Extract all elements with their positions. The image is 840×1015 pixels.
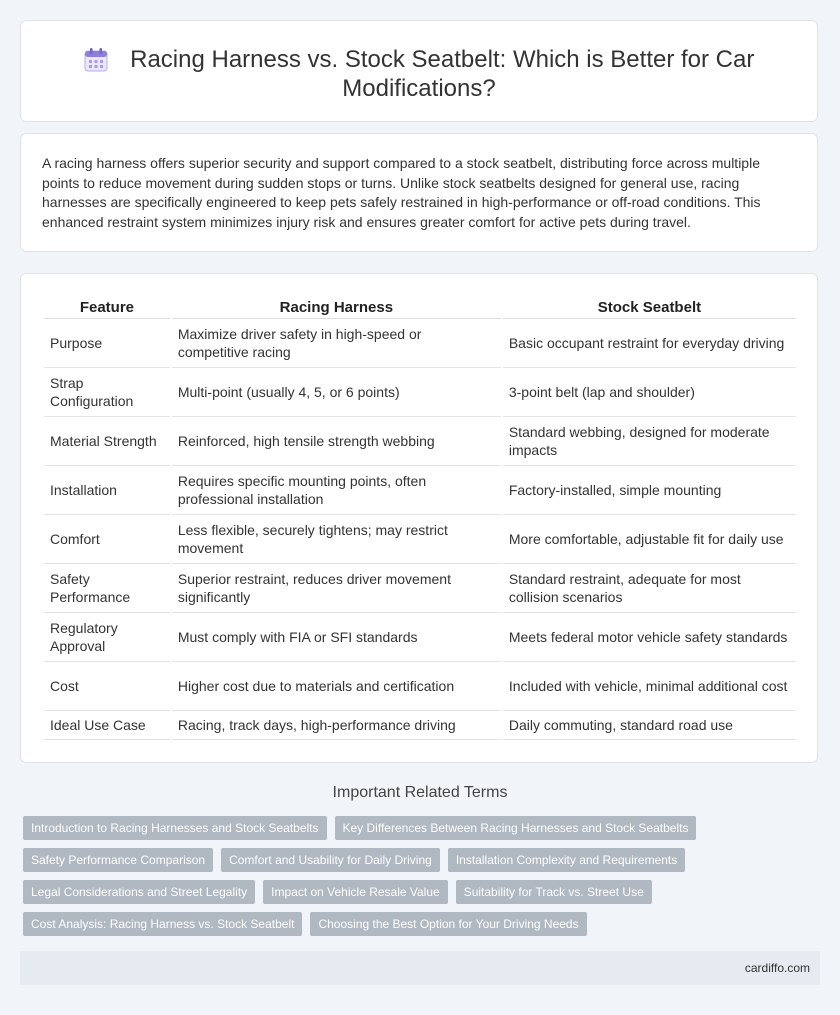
racing-harness-cell: Requires specific mounting points, often professional installation xyxy=(172,466,501,515)
related-terms-title: Important Related Terms xyxy=(332,784,508,801)
table-row xyxy=(44,662,796,711)
related-term-tag[interactable]: Installation Complexity and Requirements xyxy=(448,848,685,872)
racing-harness-cell: Higher cost due to materials and certification xyxy=(172,662,501,711)
table-header-row xyxy=(44,296,796,319)
footer xyxy=(20,951,820,985)
feature-cell: Regulatory Approval xyxy=(44,613,170,662)
feature-cell: Comfort xyxy=(44,515,170,564)
stock-seatbelt-cell: 3-point belt (lap and shoulder) xyxy=(503,368,796,417)
racing-harness-cell: Racing, track days, high-performance driving xyxy=(172,711,501,740)
related-term-tag[interactable]: Legal Considerations and Street Legality xyxy=(23,880,255,904)
title-wrap xyxy=(21,45,817,103)
stock-seatbelt-cell: Daily commuting, standard road use xyxy=(503,711,796,740)
comparison-table xyxy=(42,296,798,740)
feature-cell: Ideal Use Case xyxy=(44,711,170,740)
related-term-tag[interactable]: Key Differences Between Racing Harnesses and Stock Seatbelts xyxy=(335,816,697,840)
racing-harness-cell: Less flexible, securely tightens; may restrict movement xyxy=(172,515,501,564)
stock-seatbelt-cell: Standard restraint, adequate for most collision scenarios xyxy=(503,564,796,613)
intro-card xyxy=(20,133,818,252)
feature-cell: Strap Configuration xyxy=(44,368,170,417)
comparison-card xyxy=(20,273,818,763)
table-row xyxy=(44,319,796,368)
related-term-tag[interactable]: Choosing the Best Option for Your Driving Needs xyxy=(310,912,586,936)
related-terms-list xyxy=(23,816,743,936)
table-row xyxy=(44,466,796,515)
header-feature: Feature xyxy=(44,296,170,319)
feature-cell: Cost xyxy=(44,662,170,711)
feature-cell: Safety Performance xyxy=(44,564,170,613)
header-stock-seatbelt: Stock Seatbelt xyxy=(503,296,796,319)
table-row xyxy=(44,613,796,662)
table-row xyxy=(44,564,796,613)
stock-seatbelt-cell: Standard webbing, designed for moderate impacts xyxy=(503,417,796,466)
related-term-tag[interactable]: Impact on Vehicle Resale Value xyxy=(263,880,448,904)
table-row xyxy=(44,515,796,564)
racing-harness-cell: Maximize driver safety in high-speed or competitive racing xyxy=(172,319,501,368)
related-term-tag[interactable]: Introduction to Racing Harnesses and Stock Seatbelts xyxy=(23,816,327,840)
calendar-icon xyxy=(84,47,108,73)
related-term-tag[interactable]: Suitability for Track vs. Street Use xyxy=(456,880,652,904)
racing-harness-cell: Reinforced, high tensile strength webbing xyxy=(172,417,501,466)
racing-harness-cell: Multi-point (usually 4, 5, or 6 points) xyxy=(172,368,501,417)
stock-seatbelt-cell: Meets federal motor vehicle safety standards xyxy=(503,613,796,662)
header-racing-harness: Racing Harness xyxy=(172,296,501,319)
feature-cell: Installation xyxy=(44,466,170,515)
table-row xyxy=(44,368,796,417)
intro-paragraph: A racing harness offers superior security and support compared to a stock seatbelt, distributing force across multiple points to reduce movement during sudden stops or turns. Unlike stock seatbelts designed for general use, racing harnesses are specifically engineered to keep pets safely restrained in high-performance or off-road conditions. This enhanced restraint system minimizes injury risk and ensures greater comfort for active pets during travel. xyxy=(42,155,761,230)
stock-seatbelt-cell: Basic occupant restraint for everyday driving xyxy=(503,319,796,368)
related-term-tag[interactable]: Comfort and Usability for Daily Driving xyxy=(221,848,440,872)
related-term-tag[interactable]: Cost Analysis: Racing Harness vs. Stock Seatbelt xyxy=(23,912,302,936)
title-card xyxy=(20,20,818,122)
stock-seatbelt-cell: Included with vehicle, minimal additional cost xyxy=(503,662,796,711)
racing-harness-cell: Must comply with FIA or SFI standards xyxy=(172,613,501,662)
feature-cell: Material Strength xyxy=(44,417,170,466)
stock-seatbelt-cell: More comfortable, adjustable fit for daily use xyxy=(503,515,796,564)
site-name[interactable]: cardiffo.com xyxy=(744,961,810,975)
table-row xyxy=(44,711,796,740)
table-row xyxy=(44,417,796,466)
page-title: Racing Harness vs. Stock Seatbelt: Which is Better for Car Modifications? xyxy=(130,46,755,102)
related-term-tag[interactable]: Safety Performance Comparison xyxy=(23,848,213,872)
stock-seatbelt-cell: Factory-installed, simple mounting xyxy=(503,466,796,515)
feature-cell: Purpose xyxy=(44,319,170,368)
racing-harness-cell: Superior restraint, reduces driver movement significantly xyxy=(172,564,501,613)
